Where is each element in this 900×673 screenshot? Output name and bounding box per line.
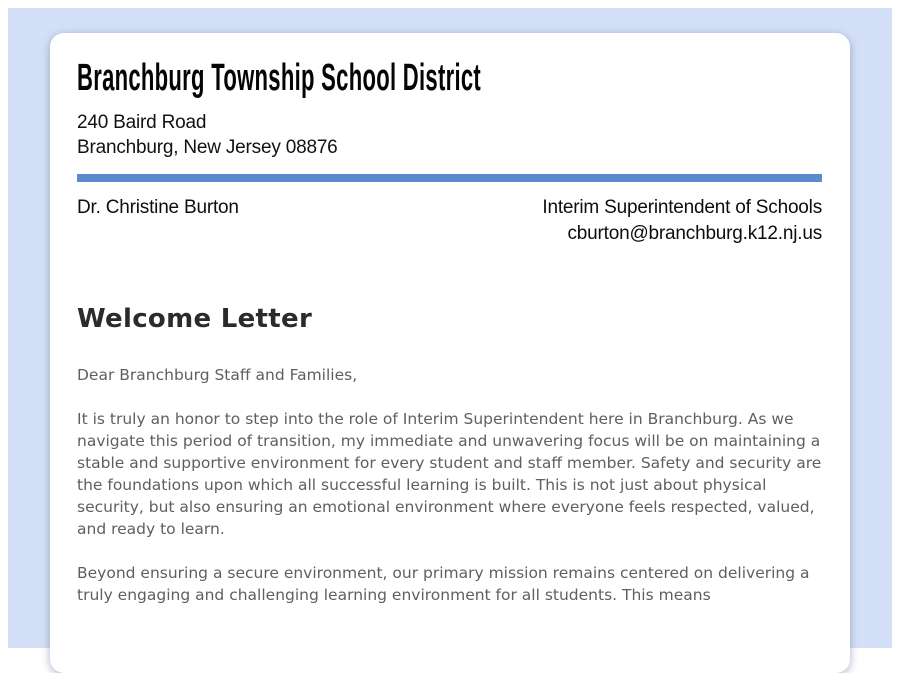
letterhead: [77, 58, 822, 247]
letter-paragraph: It is truly an honor to step into the role of Interim Superintendent here in Branchburg. As we navigate this period of transition, my immediate and unwavering focus will be on maintaining a stable and supportive environment for every student and staff member. Safety and security are the foundations upon which all successful learning is built. This is not just about physical security, but also ensuring an emotional environment where everyone feels respected, valued, and ready to learn.: [77, 410, 822, 538]
letter-card: [50, 33, 850, 673]
contact-row: [77, 195, 822, 247]
page-title: Welcome Letter: [77, 304, 313, 334]
letterhead-divider: [77, 174, 822, 182]
salutation: Dear Branchburg Staff and Families,: [77, 366, 358, 384]
letter-paragraph: Beyond ensuring a secure environment, our primary mission remains centered on delivering a truly engaging and challenging learning environment for all students. This means: [77, 564, 810, 604]
address-line-1: 240 Baird Road: [77, 112, 207, 133]
contact-email: cburton@branchburg.k12.nj.us: [567, 223, 822, 244]
contact-info: [542, 195, 822, 247]
contact-name: Dr. Christine Burton: [77, 197, 239, 218]
district-address: [77, 110, 822, 160]
district-name: Branchburg Township School District: [77, 57, 482, 99]
address-line-2: Branchburg, New Jersey 08876: [77, 137, 338, 158]
contact-title: Interim Superintendent of Schools: [542, 197, 822, 218]
